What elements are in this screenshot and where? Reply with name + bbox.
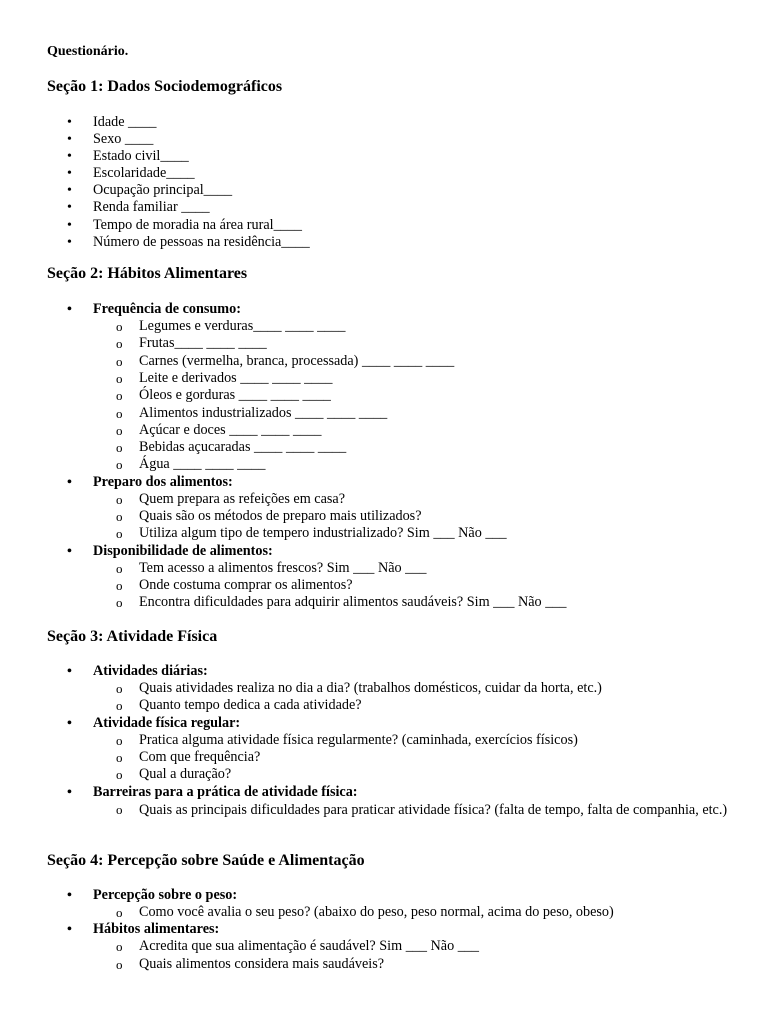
group-label: • Preparo dos alimentos: bbox=[47, 474, 728, 491]
sub-item: o Carnes (vermelha, branca, processada) ____ ____ ____ bbox=[47, 353, 728, 370]
sub-item: o Legumes e verduras____ ____ ____ bbox=[47, 318, 728, 335]
section-3-list bbox=[47, 663, 728, 819]
group-label: • Atividade física regular: bbox=[47, 715, 728, 732]
sub-item: o Água ____ ____ ____ bbox=[47, 456, 728, 473]
sub-item: o Óleos e gorduras ____ ____ ____ bbox=[47, 387, 728, 404]
sub-item: o Quais são os métodos de preparo mais utilizados? bbox=[47, 508, 728, 525]
sub-item: o Qual a duração? bbox=[47, 766, 728, 783]
section-2-heading: Seção 2: Hábitos Alimentares bbox=[47, 265, 248, 282]
sub-item: o Quais as principais dificuldades para praticar atividade física? (falta de tempo, falta de companhia, etc.) bbox=[47, 801, 728, 819]
list-item: • Sexo ____ bbox=[47, 131, 728, 148]
sub-item: o Frutas____ ____ ____ bbox=[47, 335, 728, 352]
sub-item: o Utiliza algum tipo de tempero industrializado? Sim ___ Não ___ bbox=[47, 525, 728, 542]
section-4-list bbox=[47, 887, 728, 973]
list-item: • Renda familiar ____ bbox=[47, 199, 728, 216]
sub-item: o Quem prepara as refeições em casa? bbox=[47, 491, 728, 508]
section-1-list bbox=[47, 114, 728, 251]
list-item: • Tempo de moradia na área rural____ bbox=[47, 217, 728, 234]
sub-item: o Encontra dificuldades para adquirir alimentos saudáveis? Sim ___ Não ___ bbox=[47, 594, 728, 611]
group-label: • Barreiras para a prática de atividade física: bbox=[47, 784, 728, 801]
section-4-heading: Seção 4: Percepção sobre Saúde e Alimentação bbox=[47, 852, 365, 869]
group-label: • Disponibilidade de alimentos: bbox=[47, 543, 728, 560]
sub-item: o Como você avalia o seu peso? (abaixo do peso, peso normal, acima do peso, obeso) bbox=[47, 904, 728, 921]
sub-item: o Bebidas açucaradas ____ ____ ____ bbox=[47, 439, 728, 456]
sub-item: o Quais alimentos considera mais saudáveis? bbox=[47, 956, 728, 973]
sub-item: o Alimentos industrializados ____ ____ ____ bbox=[47, 405, 728, 422]
group-label: • Frequência de consumo: bbox=[47, 301, 728, 318]
list-item: • Ocupação principal____ bbox=[47, 182, 728, 199]
sub-item: o Quanto tempo dedica a cada atividade? bbox=[47, 697, 728, 714]
group-label: • Hábitos alimentares: bbox=[47, 921, 728, 938]
list-item: • Escolaridade____ bbox=[47, 165, 728, 182]
sub-item: o Com que frequência? bbox=[47, 749, 728, 766]
sub-item: o Leite e derivados ____ ____ ____ bbox=[47, 370, 728, 387]
sub-item: o Quais atividades realiza no dia a dia? (trabalhos domésticos, cuidar da horta, etc.) bbox=[47, 680, 728, 697]
list-item: • Número de pessoas na residência____ bbox=[47, 234, 728, 251]
sub-item: o Acredita que sua alimentação é saudável? Sim ___ Não ___ bbox=[47, 938, 728, 955]
document-title: Questionário. bbox=[47, 44, 129, 59]
sub-item: o Onde costuma comprar os alimentos? bbox=[47, 577, 728, 594]
group-label: • Percepção sobre o peso: bbox=[47, 887, 728, 904]
group-label: • Atividades diárias: bbox=[47, 663, 728, 680]
section-2-list bbox=[47, 301, 728, 612]
list-item: • Estado civil____ bbox=[47, 148, 728, 165]
sub-item: o Pratica alguma atividade física regularmente? (caminhada, exercícios físicos) bbox=[47, 732, 728, 749]
section-3-heading: Seção 3: Atividade Física bbox=[47, 628, 218, 645]
sub-item: o Tem acesso a alimentos frescos? Sim ___ Não ___ bbox=[47, 560, 728, 577]
sub-item: o Açúcar e doces ____ ____ ____ bbox=[47, 422, 728, 439]
list-item: • Idade ____ bbox=[47, 114, 728, 131]
section-1-heading: Seção 1: Dados Sociodemográficos bbox=[47, 78, 283, 95]
